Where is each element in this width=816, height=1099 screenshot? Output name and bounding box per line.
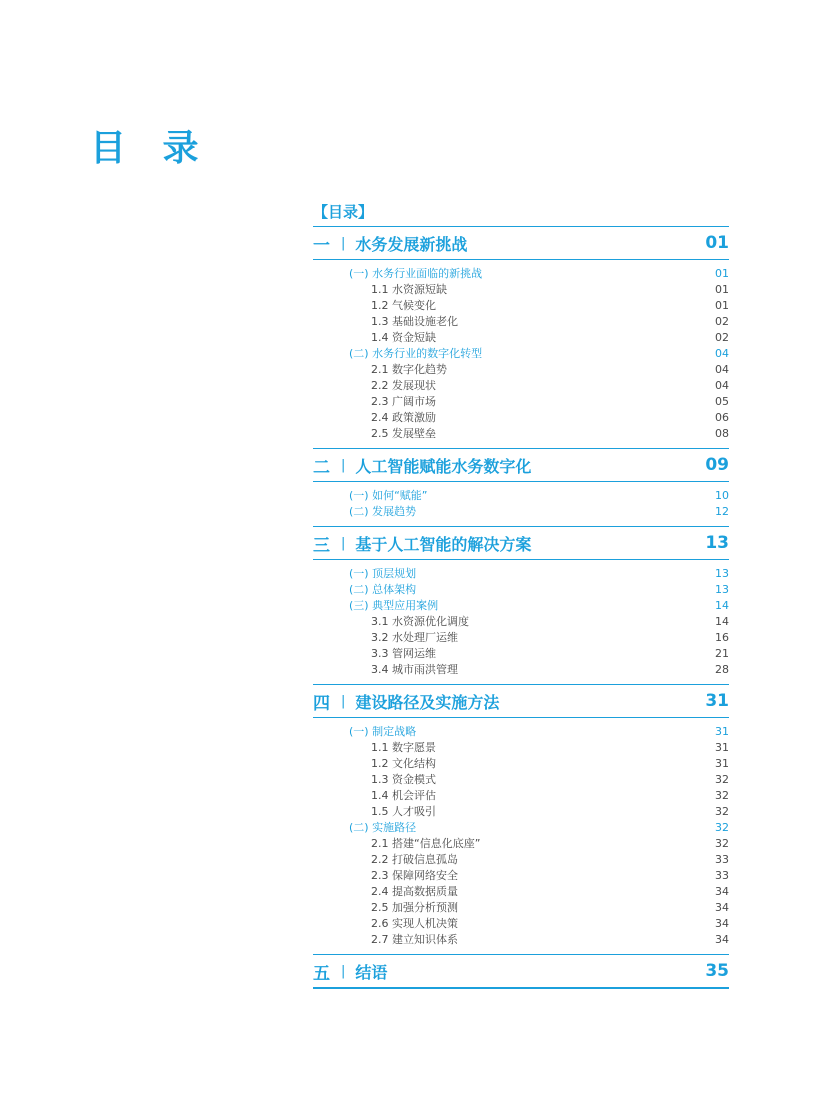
toc-subsection-entry[interactable] — [313, 266, 729, 282]
entry-page-number: 31 — [715, 741, 729, 754]
entry-label: 2.5 加强分析预测 — [371, 901, 458, 914]
entry-page-number: 34 — [715, 933, 729, 946]
section-heading[interactable] — [313, 227, 729, 260]
entry-page-number: 06 — [715, 411, 729, 424]
entry-page-number: 21 — [715, 647, 729, 660]
entry-label: 2.2 发展现状 — [371, 379, 436, 392]
section-heading[interactable] — [313, 449, 729, 482]
entry-label: 1.1 数字愿景 — [371, 741, 436, 754]
toc-item-entry[interactable] — [313, 410, 729, 426]
toc-section — [313, 526, 729, 684]
toc-item-entry[interactable] — [313, 932, 729, 948]
section-entries — [313, 560, 729, 684]
entry-label: 2.4 政策激励 — [371, 411, 436, 424]
toc-subsection-entry[interactable] — [313, 346, 729, 362]
section-title: 人工智能赋能水务数字化 — [355, 456, 532, 476]
entry-label: (一) 如何“赋能” — [349, 489, 428, 502]
entry-label: 2.2 打破信息孤岛 — [371, 853, 458, 866]
entry-page-number: 14 — [715, 615, 729, 628]
entry-page-number: 32 — [715, 821, 729, 834]
entry-page-number: 01 — [715, 299, 729, 312]
section-separator: | — [341, 235, 346, 251]
toc-item-entry[interactable] — [313, 884, 729, 900]
section-title: 建设路径及实施方法 — [355, 692, 500, 712]
entry-page-number: 13 — [715, 583, 729, 596]
entry-label: 3.4 城市雨洪管理 — [371, 663, 458, 676]
toc-subsection-entry[interactable] — [313, 820, 729, 836]
section-page-number: 35 — [705, 961, 729, 981]
entry-label: 1.1 水资源短缺 — [371, 283, 447, 296]
entry-page-number: 05 — [715, 395, 729, 408]
entry-label: (二) 总体架构 — [349, 583, 417, 596]
entry-label: 1.2 气候变化 — [371, 299, 436, 312]
entry-label: 2.3 广阔市场 — [371, 395, 436, 408]
entry-page-number: 34 — [715, 885, 729, 898]
entry-label: 1.3 资金模式 — [371, 773, 436, 786]
section-title: 基于人工智能的解决方案 — [355, 534, 532, 554]
entry-label: 3.1 水资源优化调度 — [371, 615, 469, 628]
toc-item-entry[interactable] — [313, 330, 729, 346]
entry-page-number: 33 — [715, 869, 729, 882]
entry-label: 3.3 管网运维 — [371, 647, 436, 660]
toc-subsection-entry[interactable] — [313, 488, 729, 504]
entry-label: (三) 典型应用案例 — [349, 599, 439, 612]
entry-page-number: 04 — [715, 379, 729, 392]
entry-page-number: 14 — [715, 599, 729, 612]
entry-label: (一) 制定战略 — [349, 725, 417, 738]
table-of-contents — [313, 198, 729, 989]
entry-page-number: 33 — [715, 853, 729, 866]
toc-subsection-entry[interactable] — [313, 504, 729, 520]
section-number: 一 — [313, 235, 330, 256]
entry-label: 2.7 建立知识体系 — [371, 933, 458, 946]
entry-label: 2.1 搭建“信息化底座” — [371, 837, 481, 850]
entry-page-number: 31 — [715, 757, 729, 770]
entry-page-number: 34 — [715, 917, 729, 930]
entry-label: 2.5 发展壁垒 — [371, 427, 436, 440]
toc-subsection-entry[interactable] — [313, 582, 729, 598]
entry-label: 2.4 提高数据质量 — [371, 885, 458, 898]
section-entries — [313, 718, 729, 954]
section-heading[interactable] — [313, 955, 729, 988]
entry-page-number: 32 — [715, 837, 729, 850]
entry-page-number: 04 — [715, 347, 729, 360]
entry-page-number: 32 — [715, 789, 729, 802]
entry-label: (二) 实施路径 — [349, 821, 417, 834]
entry-page-number: 34 — [715, 901, 729, 914]
entry-label: 1.5 人才吸引 — [371, 805, 436, 818]
toc-item-entry[interactable] — [313, 804, 729, 820]
entry-page-number: 10 — [715, 489, 729, 502]
entry-page-number: 13 — [715, 567, 729, 580]
toc-item-entry[interactable] — [313, 772, 729, 788]
entry-label: (二) 水务行业的数字化转型 — [349, 347, 483, 360]
entry-page-number: 01 — [715, 267, 729, 280]
entry-label: (二) 发展趋势 — [349, 505, 417, 518]
section-separator: | — [341, 457, 346, 473]
section-title: 水务发展新挑战 — [355, 234, 468, 254]
toc-item-entry[interactable] — [313, 868, 729, 884]
toc-subsection-entry[interactable] — [313, 724, 729, 740]
entry-page-number: 01 — [715, 283, 729, 296]
toc-subsection-entry[interactable] — [313, 566, 729, 582]
entry-page-number: 32 — [715, 773, 729, 786]
entry-label: 1.4 机会评估 — [371, 789, 436, 802]
toc-subsection-entry[interactable] — [313, 598, 729, 614]
entry-page-number: 04 — [715, 363, 729, 376]
entry-label: 1.2 文化结构 — [371, 757, 436, 770]
toc-item-entry[interactable] — [313, 900, 729, 916]
entry-label: (一) 顶层规划 — [349, 567, 417, 580]
toc-label: 【目录】 — [313, 203, 374, 221]
entry-label: (一) 水务行业面临的新挑战 — [349, 267, 483, 280]
entry-page-number: 31 — [715, 725, 729, 738]
toc-sections — [313, 226, 729, 988]
toc-section — [313, 448, 729, 526]
toc-item-entry[interactable] — [313, 298, 729, 314]
toc-item-entry[interactable] — [313, 836, 729, 852]
section-heading[interactable] — [313, 527, 729, 560]
section-page-number: 01 — [705, 233, 729, 253]
section-title: 结语 — [355, 962, 388, 982]
section-number: 四 — [313, 693, 330, 714]
entry-page-number: 28 — [715, 663, 729, 676]
entry-label: 2.1 数字化趋势 — [371, 363, 447, 376]
entry-label: 2.6 实现人机决策 — [371, 917, 458, 930]
toc-item-entry[interactable] — [313, 646, 729, 662]
toc-section — [313, 684, 729, 954]
entry-page-number: 12 — [715, 505, 729, 518]
toc-item-entry[interactable] — [313, 314, 729, 330]
section-separator: | — [341, 535, 346, 551]
entry-label: 3.2 水处理厂运维 — [371, 631, 458, 644]
entry-page-number: 02 — [715, 331, 729, 344]
toc-item-entry[interactable] — [313, 756, 729, 772]
entry-page-number: 16 — [715, 631, 729, 644]
entry-label: 1.3 基础设施老化 — [371, 315, 458, 328]
toc-item-entry[interactable] — [313, 740, 729, 756]
section-number: 五 — [313, 963, 330, 984]
page-title: 目 录 — [90, 128, 211, 169]
section-number: 二 — [313, 457, 330, 478]
section-number: 三 — [313, 535, 330, 556]
toc-item-entry[interactable] — [313, 630, 729, 646]
toc-item-entry[interactable] — [313, 394, 729, 410]
toc-item-entry[interactable] — [313, 426, 729, 442]
toc-section — [313, 954, 729, 988]
section-page-number: 31 — [705, 691, 729, 711]
section-page-number: 13 — [705, 533, 729, 553]
toc-item-entry[interactable] — [313, 282, 729, 298]
entry-label: 1.4 资金短缺 — [371, 331, 436, 344]
entry-label: 2.3 保障网络安全 — [371, 869, 458, 882]
toc-item-entry[interactable] — [313, 378, 729, 394]
section-entries — [313, 260, 729, 448]
section-separator: | — [341, 693, 346, 709]
toc-section — [313, 226, 729, 448]
toc-item-entry[interactable] — [313, 662, 729, 678]
section-separator: | — [341, 963, 346, 979]
toc-item-entry[interactable] — [313, 362, 729, 378]
entry-page-number: 02 — [715, 315, 729, 328]
section-entries — [313, 482, 729, 526]
section-page-number: 09 — [705, 455, 729, 475]
entry-page-number: 32 — [715, 805, 729, 818]
toc-item-entry[interactable] — [313, 614, 729, 630]
toc-item-entry[interactable] — [313, 916, 729, 932]
toc-item-entry[interactable] — [313, 852, 729, 868]
entry-page-number: 08 — [715, 427, 729, 440]
section-heading[interactable] — [313, 685, 729, 718]
toc-item-entry[interactable] — [313, 788, 729, 804]
bottom-divider — [313, 988, 729, 989]
